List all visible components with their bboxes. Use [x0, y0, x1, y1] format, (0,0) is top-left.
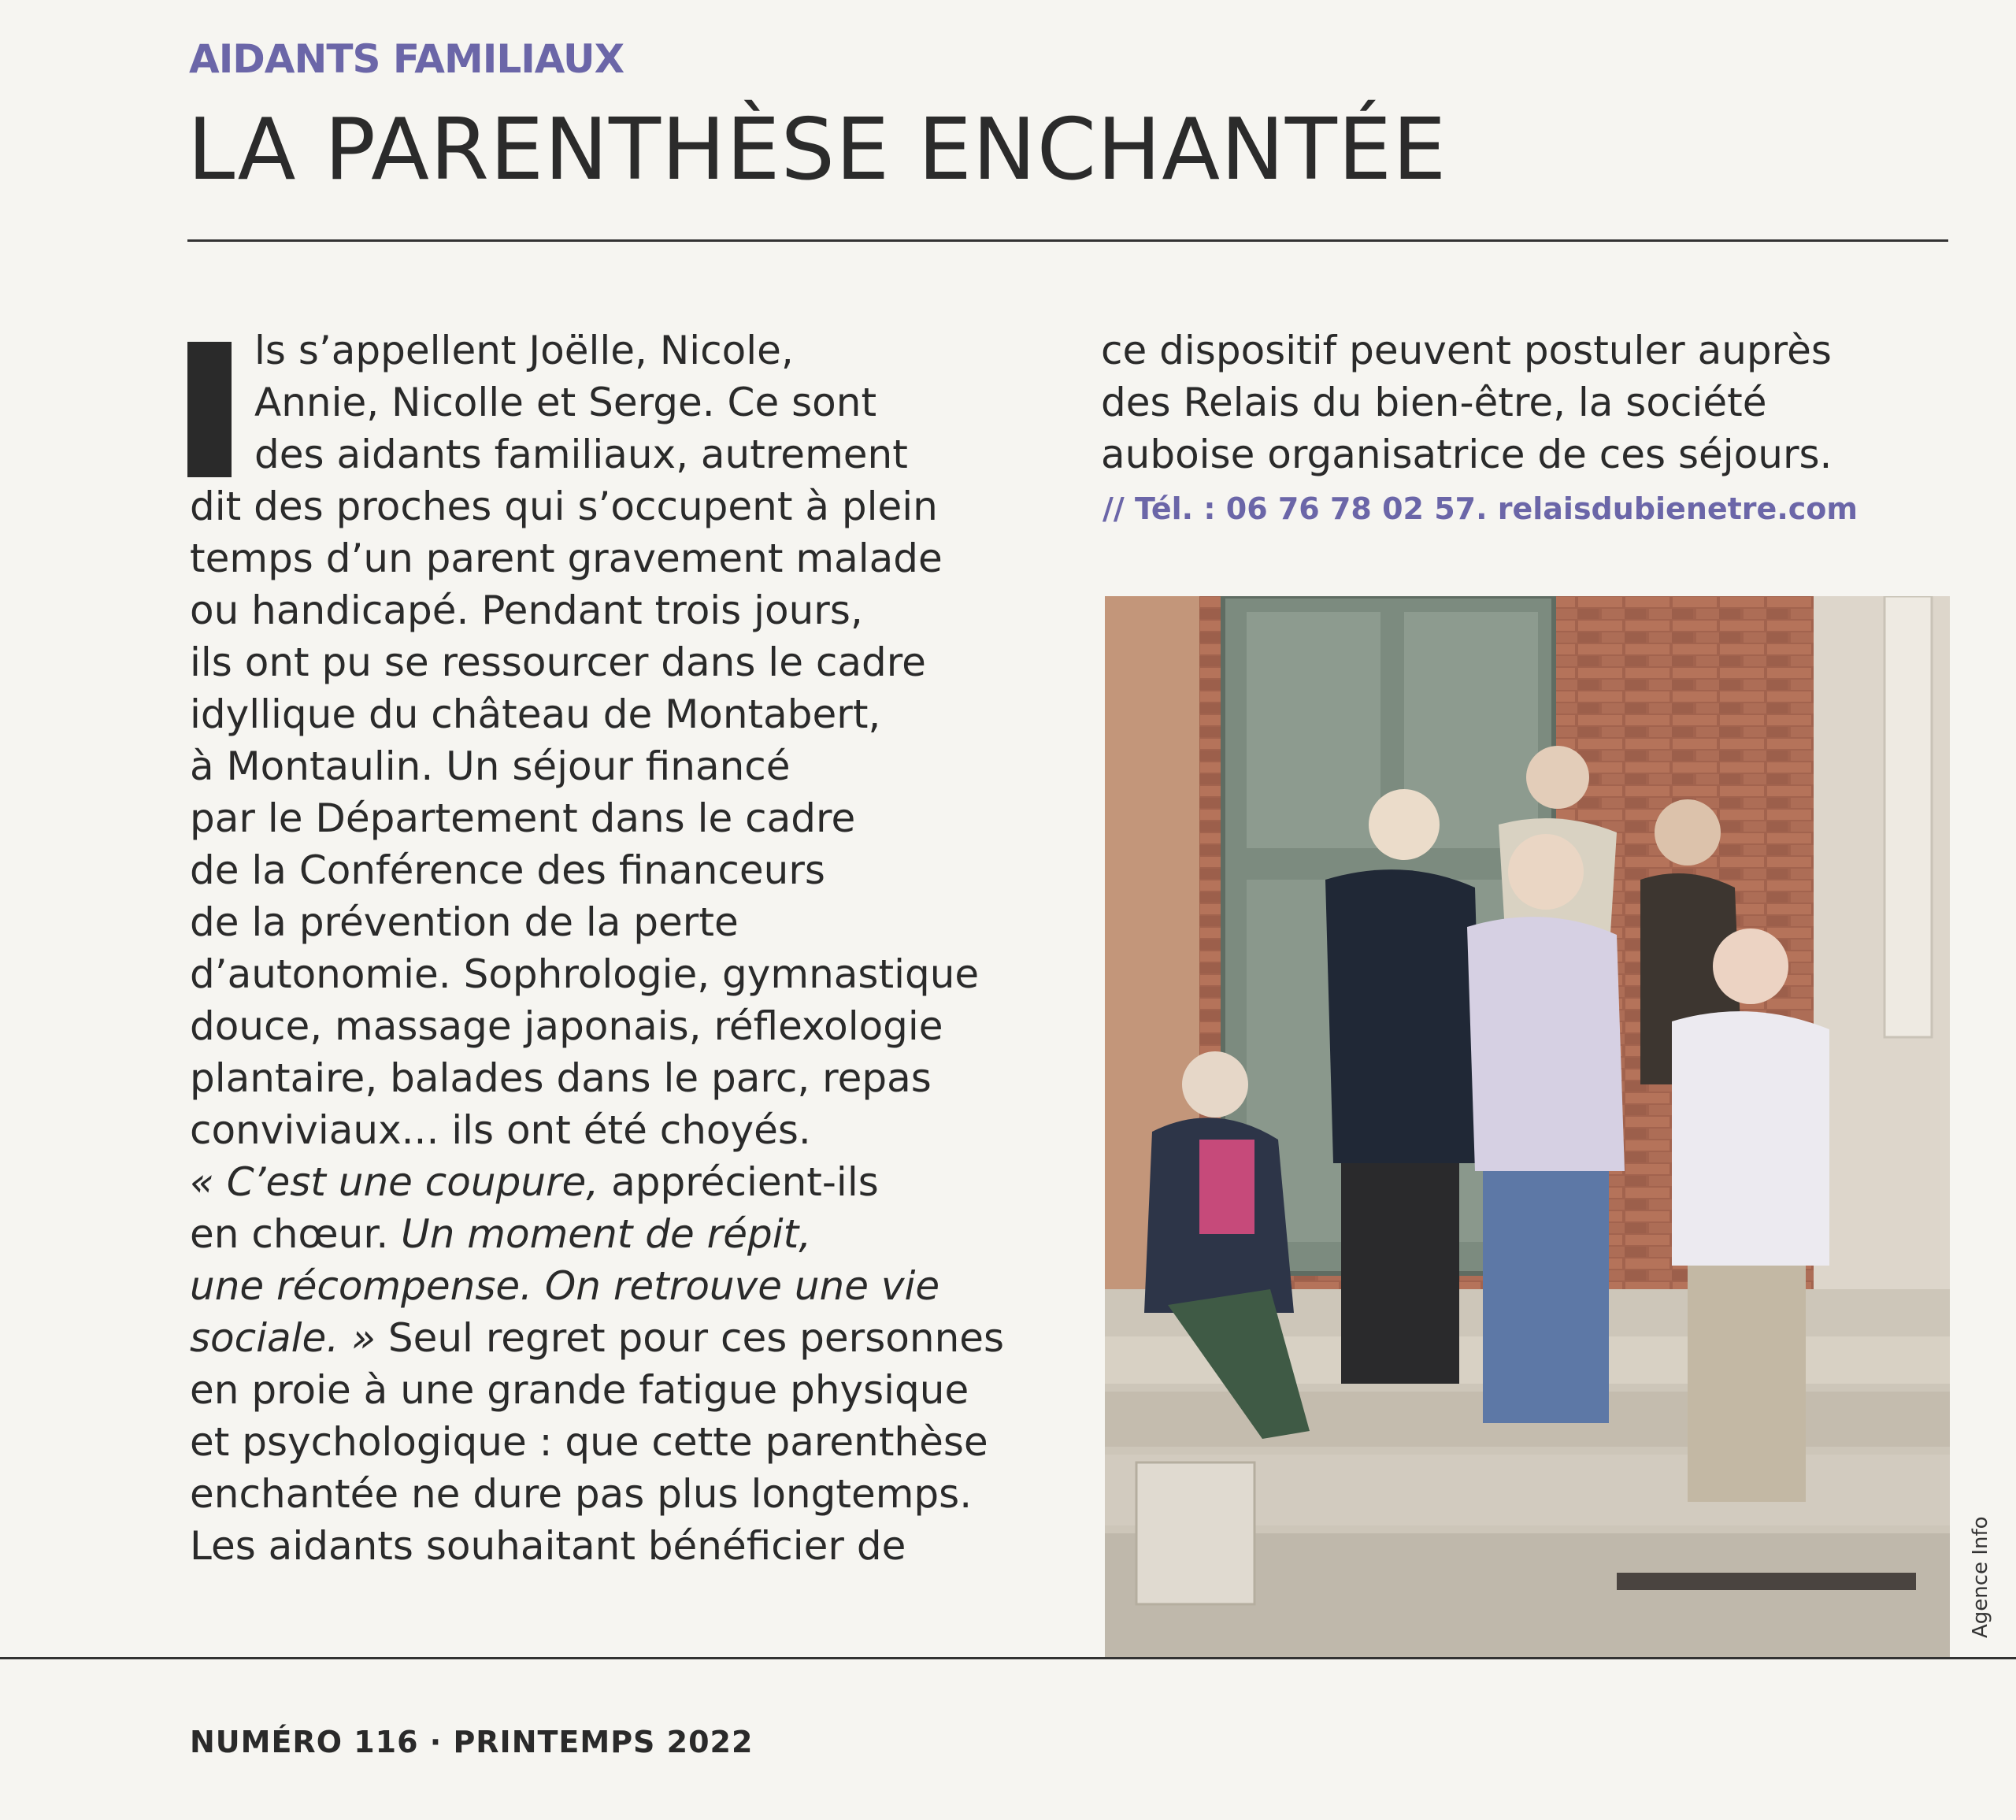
contact-info: // Tél. : 06 76 78 02 57. relaisdubienetre.com — [1102, 491, 1858, 526]
body-line: auboise organisatrice de ces séjours. — [1101, 432, 1833, 477]
quote-line — [190, 1156, 1048, 1208]
body-line: par le Département dans le cadre — [190, 795, 856, 841]
quote-plain: Seul regret pour ces personnes — [375, 1315, 1005, 1361]
footer-divider — [0, 1657, 2016, 1659]
body-line: idyllique du château de Montabert, — [190, 691, 881, 737]
body-line: ils ont pu se ressourcer dans le cadre — [190, 639, 926, 685]
issue-footer: NUMÉRO 116 · PRINTEMPS 2022 — [190, 1725, 754, 1759]
body-line: ce dispositif peuvent postuler auprès — [1101, 328, 1832, 373]
quote-italic: « C’est une coupure, — [190, 1159, 599, 1205]
body-line: de la prévention de la perte — [190, 899, 739, 945]
body-line: d’autonomie. Sophrologie, gymnastique — [190, 951, 980, 997]
body-line: et psychologique : que cette parenthèse — [190, 1419, 988, 1465]
title-divider — [187, 239, 1948, 242]
article-column-left — [190, 324, 1048, 1572]
body-line: Annie, Nicolle et Serge. Ce sont — [254, 380, 877, 425]
body-line: à Montaulin. Un séjour financé — [190, 743, 791, 789]
body-line: dit des proches qui s’occupent à plein — [190, 484, 938, 529]
body-line: Les aidants souhaitant bénéficier de — [190, 1523, 906, 1569]
quote-plain: apprécient-ils — [598, 1159, 879, 1205]
article-column-right — [1101, 324, 1959, 480]
body-line: conviviaux... ils ont été choyés. — [190, 1107, 811, 1153]
body-line: des aidants familiaux, autrement — [254, 432, 908, 477]
body-line: douce, massage japonais, réflexologie — [190, 1003, 943, 1049]
quote-plain: en chœur. — [190, 1211, 402, 1257]
article-title: LA PARENTHÈSE ENCHANTÉE — [187, 101, 1447, 199]
body-line: ou handicapé. Pendant trois jours, — [190, 588, 863, 633]
body-line: des Relais du bien-être, la société — [1101, 380, 1767, 425]
group-photo — [1105, 596, 1950, 1657]
body-line: plantaire, balades dans le parc, repas — [190, 1055, 932, 1101]
quote-italic: Un moment de répit, — [401, 1211, 812, 1257]
photo-credit: Agence Info — [1969, 1516, 1992, 1638]
body-line: enchantée ne dure pas plus longtemps. — [190, 1471, 973, 1517]
group-photo-illustration — [1105, 596, 1950, 1657]
quote-line: une récompense. On retrouve une vie — [190, 1263, 940, 1309]
quote-line — [190, 1208, 1048, 1260]
body-line: en proie à une grande fatigue physique — [190, 1367, 969, 1413]
body-line: ls s’appellent Joëlle, Nicole, — [254, 328, 794, 373]
quote-line — [190, 1312, 1048, 1364]
section-kicker: AIDANTS FAMILIAUX — [189, 36, 624, 82]
body-line: de la Conférence des financeurs — [190, 847, 825, 893]
body-line: temps d’un parent gravement malade — [190, 536, 943, 581]
quote-italic: sociale. » — [190, 1315, 376, 1361]
